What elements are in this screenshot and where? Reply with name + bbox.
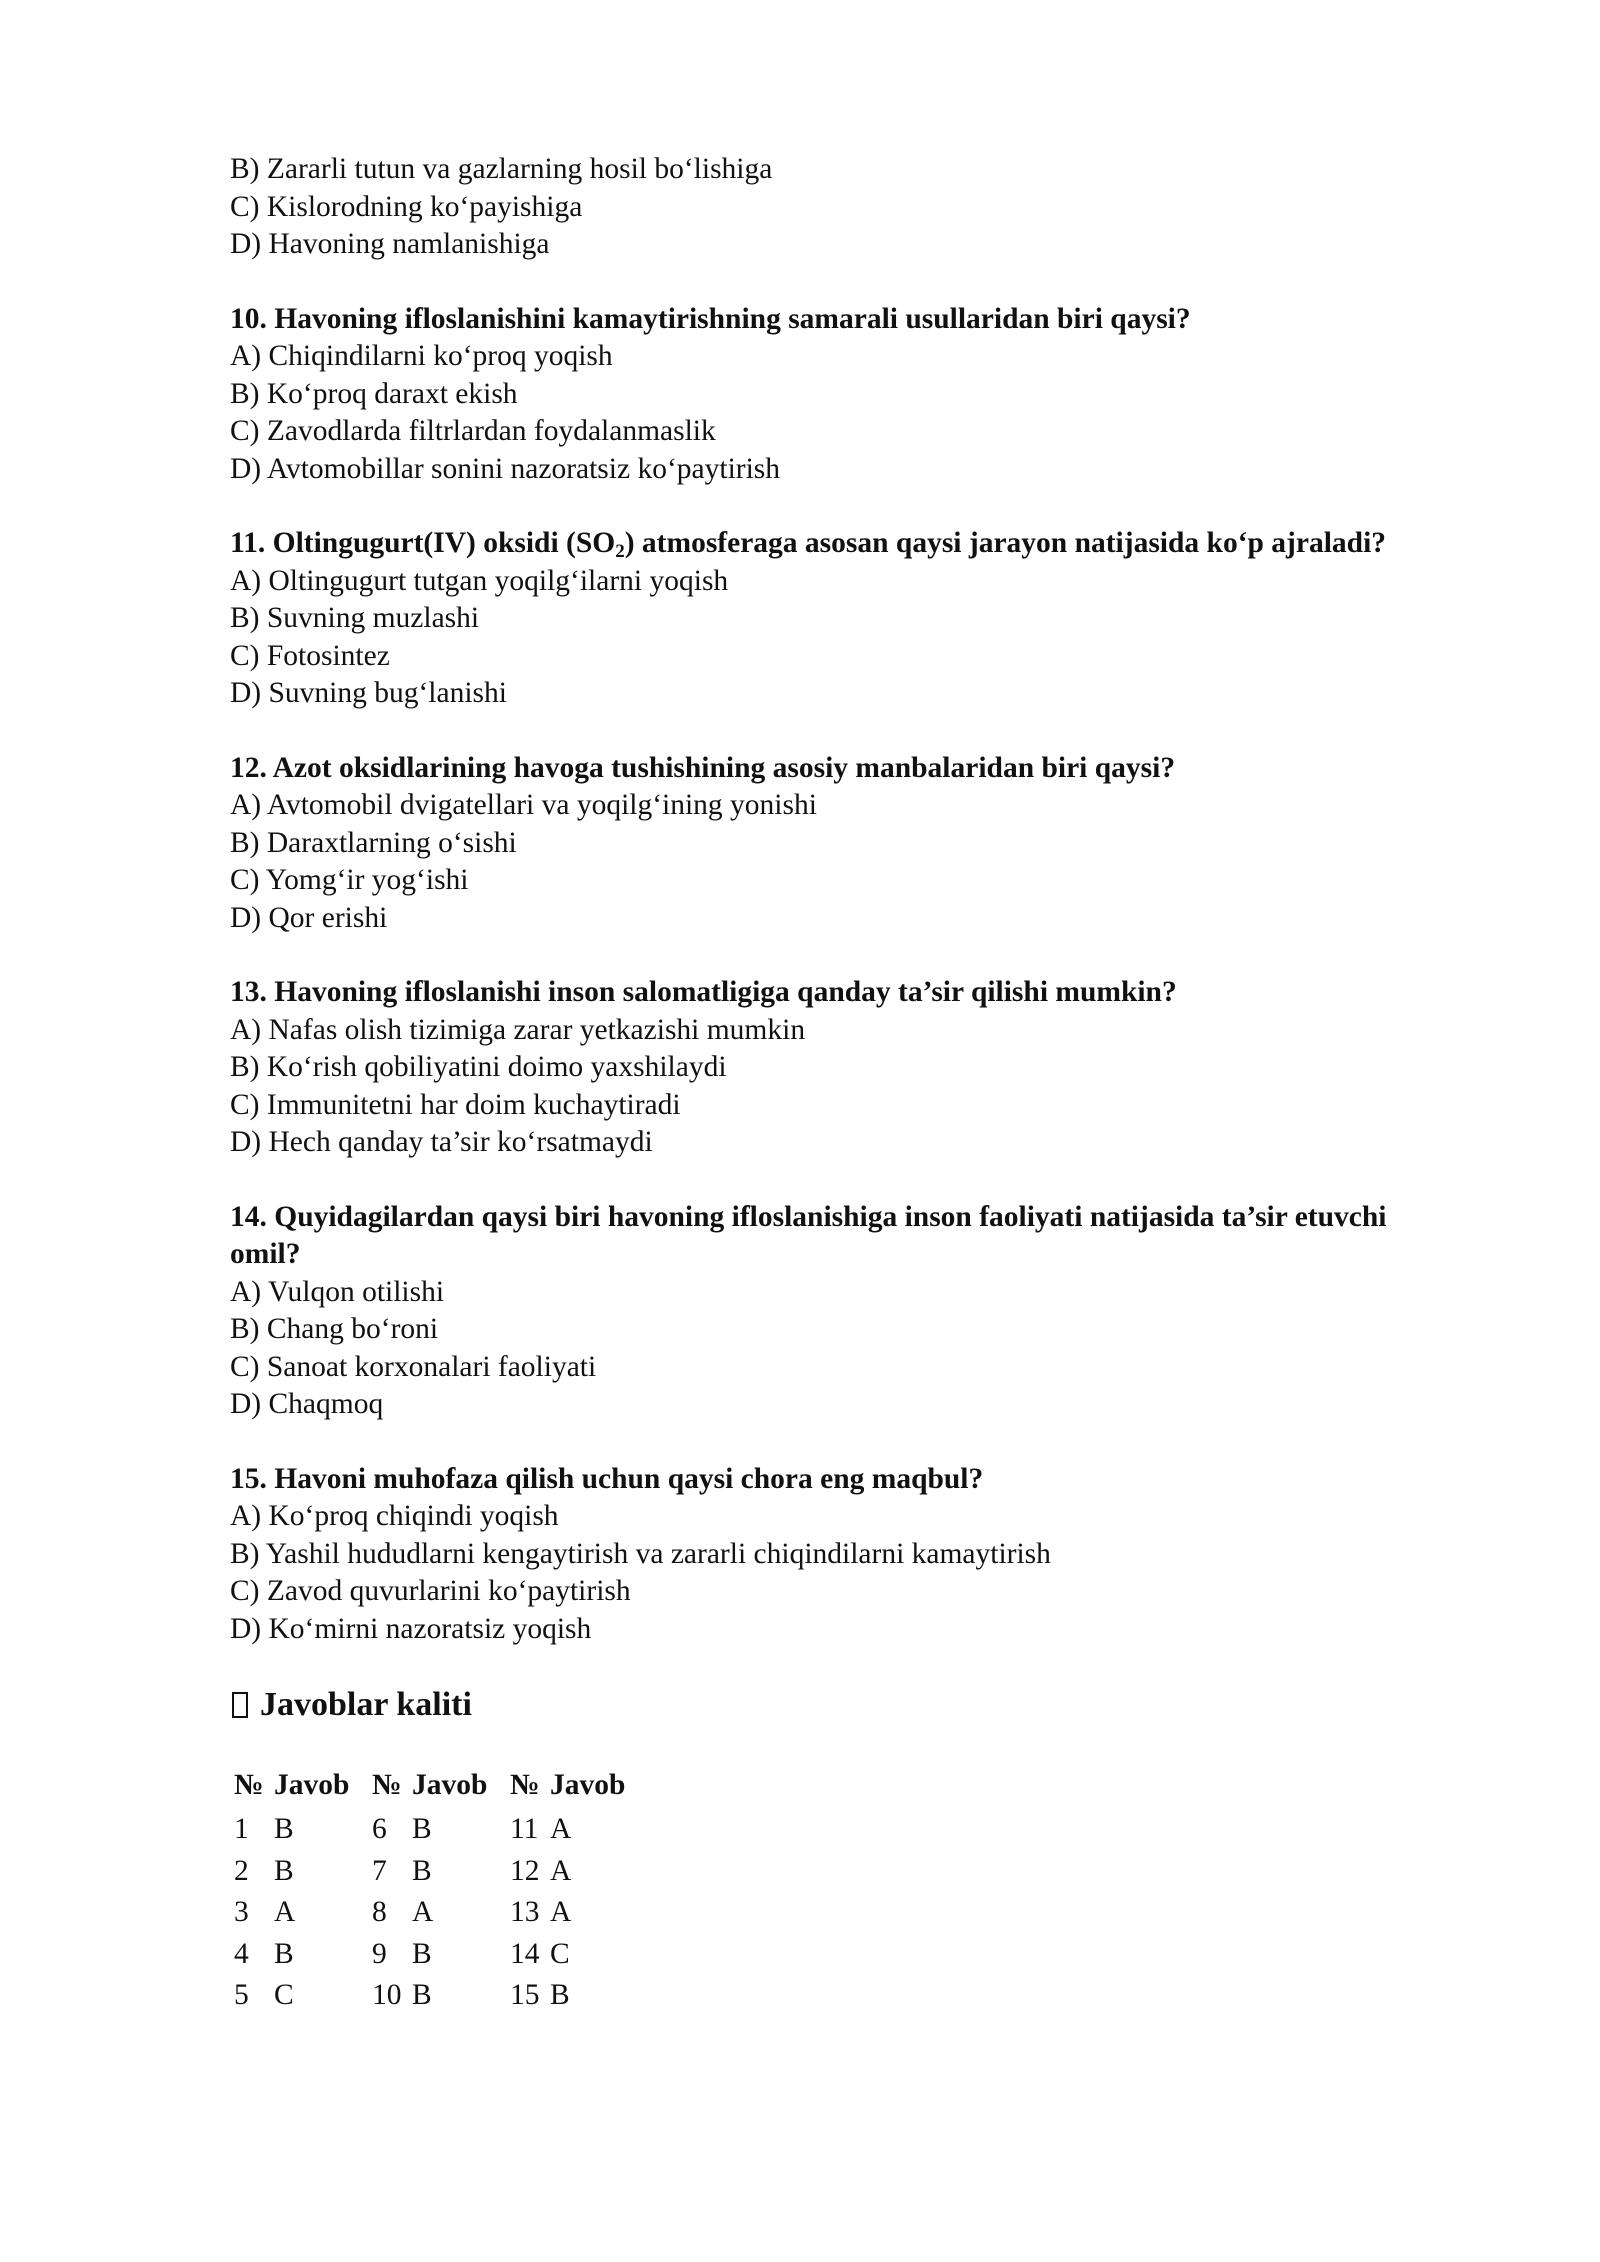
question-number-cell: 1 (234, 1813, 249, 1846)
option-b: B) Daraxtlarning o‘sishi (230, 826, 517, 859)
option-b: B) Chang bo‘roni (230, 1313, 439, 1345)
question-number-cell: 11 (510, 1813, 539, 1846)
answer-cell: B (412, 1979, 432, 2012)
question-number-cell: 13 (510, 1896, 540, 1929)
option-a: A) Oltingugurt tutgan yoqilg‘ilarni yoqish (230, 564, 729, 597)
option-d: D) Ko‘mirni nazoratsiz yoqish (230, 1612, 592, 1645)
option-a: A) Ko‘proq chiqindi yoqish (230, 1500, 559, 1532)
question-title: 15. Havoni muhofaza qilish uchun qaysi chora eng maqbul? (230, 1462, 984, 1495)
answer-cell: B (412, 1813, 432, 1846)
question-10 (230, 301, 1430, 489)
question-13 (230, 974, 1430, 1162)
question-number-cell: 6 (372, 1813, 387, 1846)
option-c: C) Zavod quvurlarini ko‘paytirish (230, 1575, 631, 1607)
question-15 (230, 1461, 1430, 1649)
option-c: C) Fotosintez (230, 639, 390, 672)
answer-cell: B (274, 1937, 294, 1970)
option-a: A) Chiqindilarni ko‘proq yoqish (230, 340, 613, 372)
question-number-cell: 2 (234, 1854, 249, 1887)
option-c: C) Immunitetni har doim kuchaytiradi (230, 1088, 681, 1121)
question-number-cell: 15 (510, 1979, 540, 2012)
option-a: A) Vulqon otilishi (230, 1275, 445, 1308)
option-d: D) Qor erishi (230, 901, 388, 934)
column-header: № (372, 1768, 402, 1801)
subscript: 2 (615, 541, 625, 562)
question-title-part: ) atmosferaga asosan qaysi jarayon natijasida ko‘p ajraladi? (624, 527, 1387, 559)
question-9-continuation (230, 151, 1430, 264)
question-number-cell: 5 (234, 1979, 249, 2012)
answer-key-heading (230, 1685, 1430, 1725)
question-title: 13. Havoning ifloslanishi inson salomatligiga qanday ta’sir qilishi mumkin? (230, 976, 1177, 1008)
option-c: C) Kislorodning ko‘payishiga (230, 190, 583, 223)
answer-cell: B (274, 1854, 294, 1887)
answer-cell: B (412, 1937, 432, 1970)
answer-cell: A (550, 1896, 572, 1929)
answer-cell: A (412, 1896, 434, 1929)
question-11 (230, 525, 1430, 713)
option-d: D) Havoning namlanishiga (230, 228, 550, 260)
question-number-cell: 14 (510, 1937, 540, 1970)
option-b: B) Zararli tutun va gazlarning hosil bo‘lishiga (230, 153, 773, 185)
question-title-part: 11. Oltingugurt(IV) oksidi (SO (230, 527, 616, 559)
question-number-cell: 10 (372, 1979, 402, 2012)
missing-glyph-box-icon (232, 1692, 248, 1718)
question-number-cell: 12 (510, 1854, 540, 1887)
table-row (230, 1892, 644, 1934)
question-number-cell: 8 (372, 1896, 387, 1929)
column-header: Javob (274, 1768, 350, 1801)
column-header: № (234, 1768, 264, 1801)
answer-key-title: Javoblar kaliti (260, 1686, 472, 1723)
answer-cell: B (412, 1854, 432, 1887)
option-c: C) Sanoat korxonalari faoliyati (230, 1350, 597, 1383)
answer-cell: A (550, 1813, 572, 1846)
option-c: C) Yomg‘ir yog‘ishi (230, 864, 469, 896)
question-title: 14. Quyidagilardan qaysi biri havoning ifloslanishiga inson faoliyati natijasida ta’sir etuvchi omil? (230, 1200, 1387, 1270)
table-row (230, 1851, 644, 1893)
answer-cell: A (274, 1896, 296, 1929)
option-d: D) Suvning bug‘lanishi (230, 677, 507, 709)
question-title: 12. Azot oksidlarining havoga tushishining asosiy manbalaridan biri qaysi? (230, 751, 1176, 784)
option-b: B) Ko‘rish qobiliyatini doimo yaxshilaydi (230, 1051, 727, 1083)
question-title (230, 525, 1430, 563)
table-row (230, 1975, 644, 2017)
column-header: Javob (550, 1768, 626, 1801)
option-d: D) Chaqmoq (230, 1388, 384, 1420)
option-d: D) Hech qanday ta’sir ko‘rsatmaydi (230, 1126, 653, 1158)
answer-cell: B (550, 1979, 570, 2012)
question-number-cell: 9 (372, 1937, 387, 1970)
option-b: B) Ko‘proq daraxt ekish (230, 377, 518, 410)
option-b: B) Suvning muzlashi (230, 602, 480, 634)
answer-cell: B (274, 1813, 294, 1846)
question-title: 10. Havoning ifloslanishini kamaytirishning samarali usullaridan biri qaysi? (230, 302, 1191, 335)
column-header: № (510, 1768, 540, 1801)
question-12 (230, 750, 1430, 938)
option-a: A) Nafas olish tizimiga zarar yetkazishi mumkin (230, 1013, 806, 1046)
answer-key-table (230, 1765, 644, 2017)
option-a: A) Avtomobil dvigatellari va yoqilg‘ining yonishi (230, 789, 817, 821)
option-c: C) Zavodlarda filtrlardan foydalanmaslik (230, 415, 716, 447)
option-b: B) Yashil hududlarni kengaytirish va zararli chiqindilarni kamaytirish (230, 1537, 1051, 1570)
answer-cell: C (550, 1937, 570, 1970)
question-number-cell: 7 (372, 1854, 387, 1887)
question-14 (230, 1199, 1430, 1424)
option-d: D) Avtomobillar sonini nazoratsiz ko‘paytirish (230, 452, 781, 485)
answer-cell: A (550, 1854, 572, 1887)
table-row (230, 1809, 644, 1851)
document-page (230, 151, 1430, 2017)
question-number-cell: 3 (234, 1896, 249, 1929)
table-row (230, 1934, 644, 1976)
question-number-cell: 4 (234, 1937, 249, 1970)
answer-cell: C (274, 1979, 294, 2012)
table-header-row (230, 1765, 644, 1809)
column-header: Javob (412, 1768, 488, 1801)
